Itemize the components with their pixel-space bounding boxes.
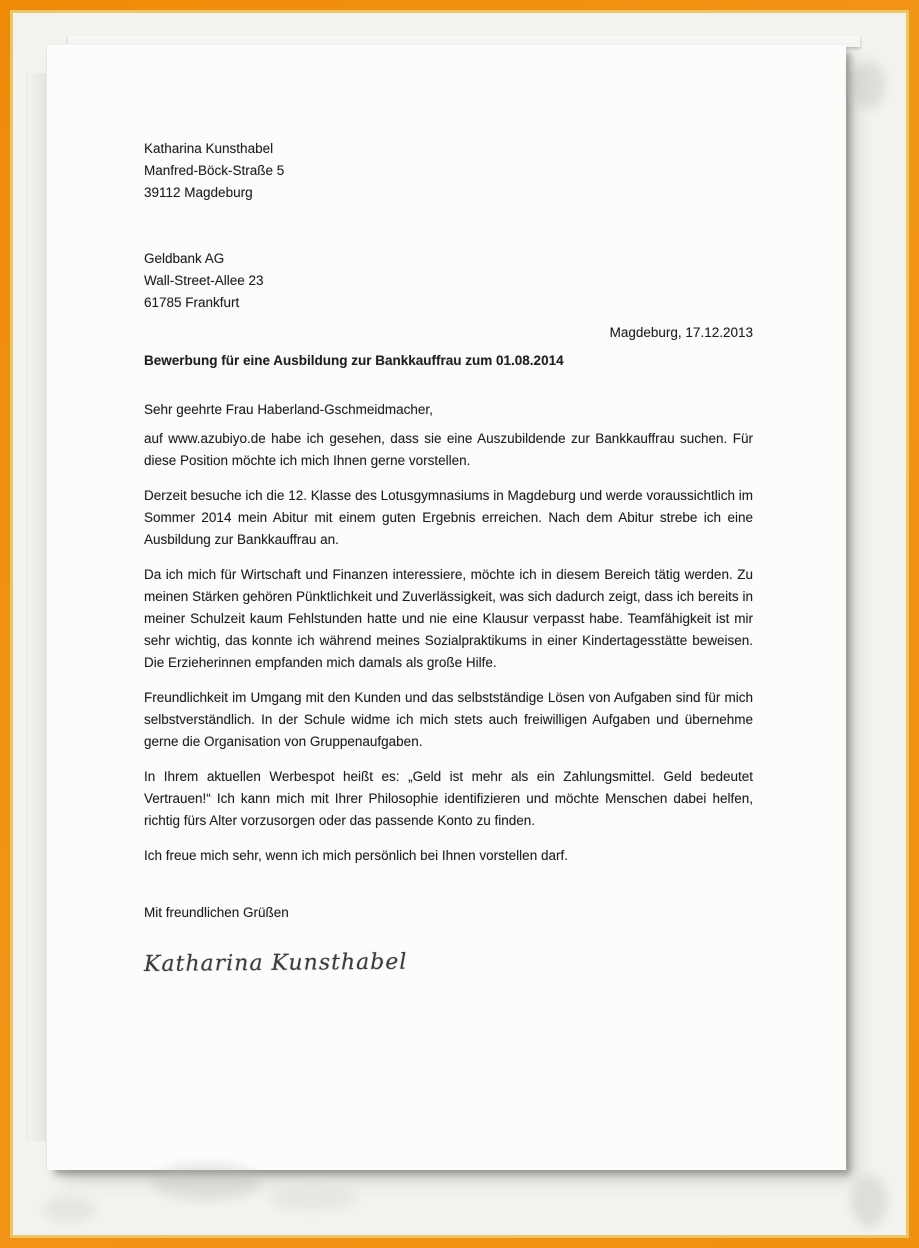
recipient-street: Wall-Street-Allee 23	[144, 273, 264, 288]
closing-phrase: Mit freundlichen Grüßen	[144, 905, 289, 920]
paragraph-intro: auf www.azubiyo.de habe ich gesehen, dass sie eine Auszubildende zur Bankkauffrau suchen. Für diese Position möchte ich mich Ihnen gerne vorstellen.	[144, 431, 753, 468]
paragraph-strengths: Da ich mich für Wirtschaft und Finanzen interessiere, möchte ich in diesem Bereich tätig werden. Zu meinen Stärken gehören Pünktlichkeit und Zuverlässigkeit, was sich dadurch zeigt, dass ich bereits in meiner Schulzeit kaum Fehlstunden hatte und nie eine Klausur verpasst habe. Teamfähigkeit ist mir sehr wichtig, das konnte ich während meines Sozialpraktikums in einer Kindertagesstätte beweisen. Die Erzieherinnen empfanden mich damals als große Hilfe.	[144, 567, 753, 670]
recipient-address-block	[144, 248, 753, 314]
paragraph-invitation: Ich freue mich sehr, wenn ich mich persönlich bei Ihnen vorstellen darf.	[144, 848, 568, 863]
letter-page	[46, 44, 846, 1170]
sender-name: Katharina Kunsthabel	[144, 141, 274, 156]
date-line: Magdeburg, 17.12.2013	[609, 325, 753, 340]
paragraph-school: Derzeit besuche ich die 12. Klasse des Lotusgymnasiums in Magdeburg und werde voraussichtlich im Sommer 2014 mein Abitur mit einem guten Ergebnis erreichen. Nach dem Abitur strebe ich eine Ausbildung zur Bankkauffrau an.	[144, 488, 753, 547]
paragraph-philosophy: In Ihrem aktuellen Werbespot heißt es: „Geld ist mehr als ein Zahlungsmittel. Geld bedeutet Vertrauen!“ Ich kann mich mit Ihrer Philosophie identifizieren und möchte Menschen dabei helfen, richtig fürs Alter vorzusorgen oder das passende Konto zu finden.	[144, 769, 753, 828]
recipient-city: 61785 Frankfurt	[144, 295, 240, 310]
scan-smudge-bottom-right	[851, 1175, 887, 1227]
subject-line: Bewerbung für eine Ausbildung zur Bankkauffrau zum 01.08.2014	[144, 353, 564, 368]
sender-city: 39112 Magdeburg	[144, 185, 253, 200]
paragraph-friendliness: Freundlichkeit im Umgang mit den Kunden und das selbstständige Lösen von Aufgaben sind für mich selbstverständlich. In der Schule widme ich mich stets auch freiwilligen Aufgaben und übernehme gerne die Organisation von Gruppenaufgaben.	[144, 690, 753, 749]
scan-smudge-bottom-left	[151, 1163, 261, 1201]
scan-smudge-bottom-center	[268, 1185, 358, 1211]
scan-smudge-top-right	[851, 61, 885, 109]
scan-background	[10, 10, 909, 1238]
scan-smudge-corner-mark	[43, 1196, 95, 1222]
salutation: Sehr geehrte Frau Haberland-Gschmeidmacher,	[144, 402, 433, 417]
handwritten-signature: Katharina Kunsthabel	[143, 949, 408, 977]
letter-content	[47, 45, 846, 976]
recipient-company: Geldbank AG	[144, 251, 225, 266]
sender-address-block	[144, 138, 753, 204]
back-page-left-edge	[27, 73, 46, 1141]
sender-street: Manfred-Böck-Straße 5	[144, 163, 285, 178]
